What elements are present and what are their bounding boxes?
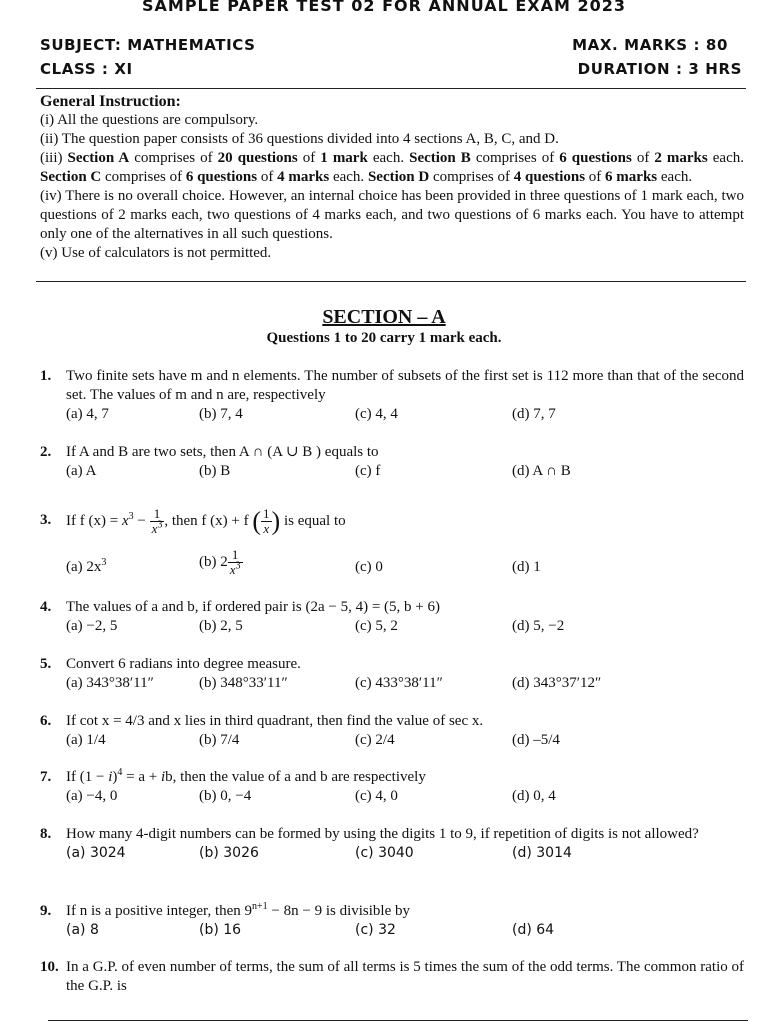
options-row <box>66 844 744 863</box>
option-c: (c) 3040 <box>355 845 414 861</box>
header-divider <box>36 88 746 89</box>
option-c: (c) 32 <box>355 922 396 938</box>
option-b: (b) 2, 5 <box>199 618 243 634</box>
option-b: (b) 7/4 <box>199 732 240 748</box>
question-number: 9. <box>40 903 52 919</box>
option-b: (b) 3026 <box>199 845 259 861</box>
max-marks-label: MAX. MARKS : 80 <box>572 36 728 54</box>
option-d: (d) 64 <box>512 922 555 938</box>
question-stem: If f $(x) = x^3$ − $\frac{1}{x^3}$ , then f (x) + f ( $\frac{1}{x}$ ) is equal to <box>66 506 346 537</box>
question-3 <box>40 502 744 582</box>
option-c: (c) f <box>355 463 381 479</box>
question-5 <box>40 655 744 693</box>
option-a: (a) 4, 7 <box>66 406 109 422</box>
question-number: 2. <box>40 444 52 460</box>
question-1 <box>40 367 744 424</box>
duration-label: DURATION : 3 HRS <box>577 60 742 78</box>
question-stem: If n is a positive integer, then $9^{n+1} - 8n - 9$ is divisible by <box>66 901 411 919</box>
fraction: $\frac{1}{x^3}$ <box>151 506 163 537</box>
options-row <box>66 405 744 424</box>
option-d: (d) 5, −2 <box>512 618 565 634</box>
question-stem: Convert 6 radians into degree measure. <box>66 656 301 672</box>
option-d: (d) 343°37′12″ <box>512 675 602 691</box>
option-b: (b) 2 $\frac{1}{x^3}$ <box>199 547 241 577</box>
footer-divider <box>48 1020 748 1021</box>
question-number: 1. <box>40 368 52 384</box>
question-9 <box>40 902 744 940</box>
instruction-iii: (iii) Section A comprises of 20 questions of 1 mark each. Section B comprises of 6 questions of 2 marks each. Section C comprises of 6 questions of 4 marks each. Section D comprises of 4 questions of 6 marks each. <box>40 150 744 185</box>
question-6 <box>40 712 744 750</box>
question-number: 7. <box>40 769 52 785</box>
question-stem: If cot x = 4/3 and x lies in third quadrant, then find the value of sec x. <box>66 713 484 729</box>
question-stem: Two finite sets have m and n elements. The number of subsets of the first set is 112 more than that of the second set. The values of m and n are, respectively <box>66 368 744 403</box>
options-row <box>66 548 744 582</box>
option-a: (a) 8 <box>66 922 99 938</box>
question-10 <box>40 958 744 996</box>
question-number: 5. <box>40 656 52 672</box>
option-b: (b) 16 <box>199 922 242 938</box>
option-b: (b) 348°33′11″ <box>199 675 288 691</box>
options-row <box>66 462 744 481</box>
options-row <box>66 921 744 940</box>
option-c: (c) 5, 2 <box>355 618 398 634</box>
option-d: (d) 3014 <box>512 845 572 861</box>
instruction-v: (v) Use of calculators is not permitted. <box>40 245 272 261</box>
general-instructions <box>40 92 744 263</box>
option-d: (d) A ∩ B <box>512 463 571 479</box>
fraction: $\frac{1}{x}$ <box>263 506 270 537</box>
options-row <box>66 617 744 636</box>
question-stem: How many 4-digit numbers can be formed by using the digits 1 to 9, if repetition of digits is not allowed? <box>66 826 699 842</box>
option-d: (d) –5/4 <box>512 732 560 748</box>
option-a: (a) 343°38′11″ <box>66 675 154 691</box>
option-c: (c) 4, 0 <box>355 788 398 804</box>
option-a: (a) 1/4 <box>66 732 106 748</box>
option-a: (a) A <box>66 463 97 479</box>
instructions-heading: General Instruction: <box>40 93 181 110</box>
option-c: (c) 0 <box>355 559 383 575</box>
question-stem: If $(1 - i)^4 = a$ + ib, then the value of a and b are respectively <box>66 767 426 785</box>
option-a: (a) −4, 0 <box>66 788 118 804</box>
question-number: 3. <box>40 512 52 528</box>
class-label: CLASS : XI <box>40 60 133 78</box>
instruction-ii: (ii) The question paper consists of 36 questions divided into 4 sections A, B, C, and D. <box>40 131 559 147</box>
instruction-i: (i) All the questions are compulsory. <box>40 112 259 128</box>
option-d: (d) 7, 7 <box>512 406 556 422</box>
option-d: (d) 1 <box>512 559 541 575</box>
instructions-divider <box>36 281 746 282</box>
question-8 <box>40 825 744 863</box>
section-subtitle: Questions 1 to 20 carry 1 mark each. <box>266 330 502 346</box>
instruction-iv: (iv) There is no overall choice. However, an internal choice has been provided in three questions of 1 mark each, two questions of 2 marks each, two questions of 4 marks each, and two questions of 6 marks each. You have to attempt only one of the alternatives in all such questions. <box>40 188 744 242</box>
option-b: (b) 0, −4 <box>199 788 252 804</box>
question-2 <box>40 443 744 481</box>
question-number: 4. <box>40 599 52 615</box>
paper-title: SAMPLE PAPER TEST 02 FOR ANNUAL EXAM 2023 <box>141 0 627 15</box>
option-c: (c) 433°38′11″ <box>355 675 443 691</box>
question-number: 6. <box>40 713 52 729</box>
option-a: (a) 3024 <box>66 845 126 861</box>
option-c: (c) 4, 4 <box>355 406 398 422</box>
question-stem: In a G.P. of even number of terms, the sum of all terms is 5 times the sum of the odd terms. The common ratio of the G.P. is <box>66 959 744 994</box>
question-stem: The values of a and b, if ordered pair is (2a − 5, 4) = (5, b + 6) <box>66 599 441 615</box>
question-number: 10. <box>40 959 59 975</box>
option-a: (a) $2x^3$ <box>66 557 107 575</box>
option-c: (c) 2/4 <box>355 732 395 748</box>
subject-label: SUBJECT: MATHEMATICS <box>40 36 256 54</box>
options-row <box>66 731 744 750</box>
question-7 <box>40 768 744 806</box>
option-b: (b) 7, 4 <box>199 406 243 422</box>
option-b: (b) B <box>199 463 231 479</box>
question-4 <box>40 598 744 636</box>
option-d: (d) 0, 4 <box>512 788 556 804</box>
section-title: SECTION – A <box>322 306 446 328</box>
options-row <box>66 787 744 806</box>
option-a: (a) −2, 5 <box>66 618 118 634</box>
question-stem: If A and B are two sets, then A ∩ (A ∪ B ) equals to <box>66 444 379 460</box>
question-number: 8. <box>40 826 52 842</box>
options-row <box>66 674 744 693</box>
